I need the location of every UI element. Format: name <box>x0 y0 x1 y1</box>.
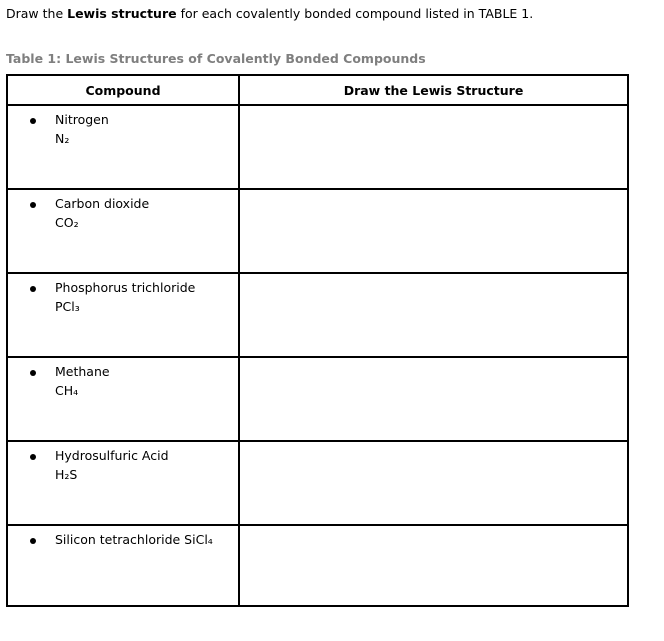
table-row <box>7 441 628 525</box>
lewis-structure-cell[interactable] <box>239 189 628 273</box>
table-row <box>7 189 628 273</box>
lewis-structure-cell[interactable] <box>239 105 628 189</box>
header-row <box>7 75 628 105</box>
lewis-structure-cell[interactable] <box>239 357 628 441</box>
compound-formula: PCl₃ <box>55 299 80 314</box>
compound-cell <box>7 189 239 273</box>
instruction-text <box>6 6 533 21</box>
compound-name: Methane <box>55 364 110 379</box>
bullet-icon <box>30 370 36 376</box>
compound-cell <box>7 105 239 189</box>
instruction-bold: Lewis structure <box>67 6 177 21</box>
lewis-structure-cell[interactable] <box>239 525 628 606</box>
table-row <box>7 357 628 441</box>
bullet-icon <box>30 454 36 460</box>
bullet-icon <box>30 286 36 292</box>
compound-name: Phosphorus trichloride <box>55 280 196 295</box>
table-row <box>7 525 628 606</box>
compound-name: Hydrosulfuric Acid <box>55 448 169 463</box>
bullet-icon <box>30 538 36 544</box>
table-row <box>7 105 628 189</box>
compound-cell <box>7 525 239 606</box>
compound-formula: N₂ <box>55 131 70 146</box>
compound-cell <box>7 357 239 441</box>
lewis-table <box>6 74 629 607</box>
lewis-structure-cell[interactable] <box>239 273 628 357</box>
compound-name: Silicon tetrachloride SiCl₄ <box>55 532 213 547</box>
compound-formula: H₂S <box>55 467 78 482</box>
table-caption: Table 1: Lewis Structures of Covalently Bonded Compounds <box>6 51 426 66</box>
compound-formula: CO₂ <box>55 215 79 230</box>
table-row <box>7 273 628 357</box>
compound-cell <box>7 273 239 357</box>
instruction-suffix: for each covalently bonded compound listed in TABLE 1. <box>176 6 534 21</box>
compound-cell <box>7 441 239 525</box>
compound-name: Carbon dioxide <box>55 196 150 211</box>
instruction-prefix: Draw the <box>6 6 68 21</box>
compound-name: Nitrogen <box>55 112 109 127</box>
bullet-icon <box>30 202 36 208</box>
header-lewis-structure: Draw the Lewis Structure <box>239 75 628 105</box>
bullet-icon <box>30 118 36 124</box>
lewis-structure-cell[interactable] <box>239 441 628 525</box>
header-compound: Compound <box>7 75 239 105</box>
compound-formula: CH₄ <box>55 383 79 398</box>
